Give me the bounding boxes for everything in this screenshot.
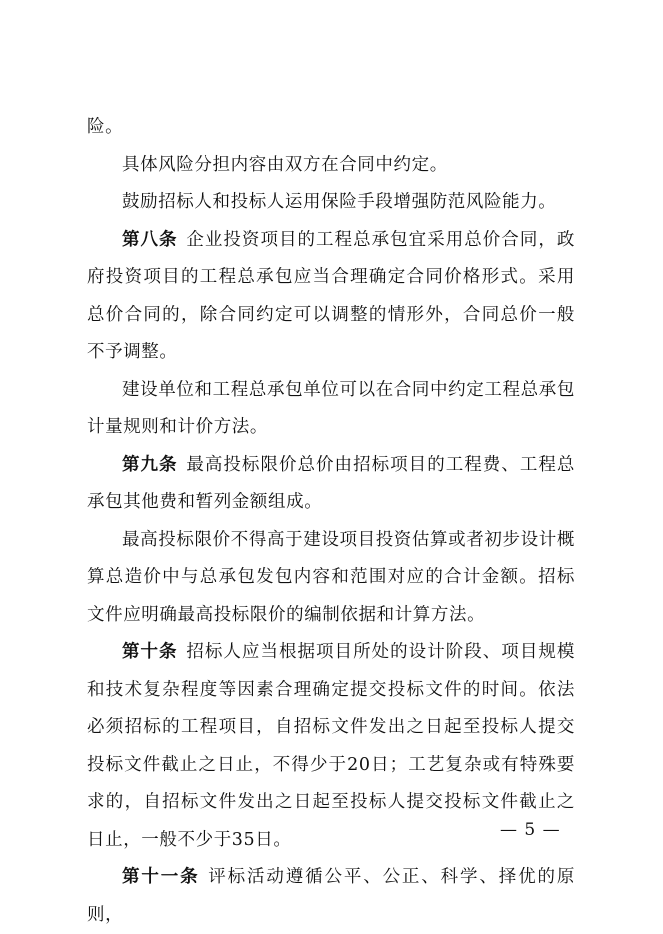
article-10-title: 第十条 bbox=[122, 642, 178, 662]
article-11-title: 第十一条 bbox=[122, 867, 200, 887]
article-8-title: 第八条 bbox=[122, 229, 178, 250]
page-number: — 5 — bbox=[500, 820, 561, 840]
article-9-paragraph bbox=[87, 447, 575, 522]
paragraph-1 bbox=[87, 109, 575, 147]
paragraph-5 bbox=[87, 372, 575, 447]
paragraph-text: 建设单位和工程总承包单位可以在合同中约定工程总承包计量规则和计价方法。 bbox=[87, 379, 575, 437]
article-11-paragraph bbox=[87, 859, 575, 934]
paragraph-3 bbox=[87, 184, 575, 222]
paragraph-2 bbox=[87, 147, 575, 185]
paragraph-7 bbox=[87, 522, 575, 635]
paragraph-text: 最高投标限价总价由招标项目的工程费、工程总承包其他费和暂列金额组成。 bbox=[87, 454, 575, 512]
article-9-title: 第九条 bbox=[122, 454, 178, 475]
body-text bbox=[87, 109, 575, 934]
paragraph-text: 险。 bbox=[87, 117, 124, 137]
paragraph-text: 最高投标限价不得高于建设项目投资估算或者初步设计概算总造价中与总承包发包内容和范围对应的合计金额。招标文件应明确最高投标限价的编制依据和计算方法。 bbox=[87, 529, 575, 625]
paragraph-text: 具体风险分担内容由双方在合同中约定。 bbox=[122, 154, 448, 175]
article-8-paragraph bbox=[87, 222, 575, 372]
paragraph-text: 企业投资项目的工程总承包宜采用总价合同，政府投资项目的工程总承包应当合理确定合同价格形式。采用总价合同的，除合同约定可以调整的情形外，合同总价一般不予调整。 bbox=[87, 229, 575, 362]
paragraph-text: 评标活动遵循公平、公正、科学、择优的原则， bbox=[87, 867, 575, 925]
paragraph-text: 招标人应当根据项目所处的设计阶段、项目规模和技术复杂程度等因素合理确定提交投标文件的时间。依法必须招标的工程项目，自招标文件发出之日起至投标人提交投标文件截止之日止，不得少于20日；工艺复杂或有特殊要求的，自招标文件发出之日起至投标人提交投标文件截止之日止，一般不少于35日。 bbox=[87, 642, 575, 850]
paragraph-text: 鼓励招标人和投标人运用保险手段增强防范风险能力。 bbox=[122, 192, 557, 212]
